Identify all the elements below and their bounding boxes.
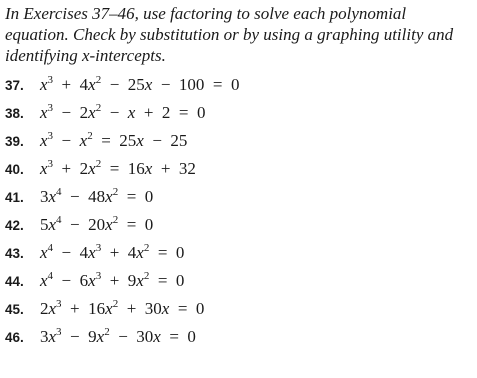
exercise-instructions: In Exercises 37–46, use factoring to solve each polynomial equation. Check by substitution or by using a graphing utility and identifying x-intercepts.	[5, 4, 454, 65]
exercise-equation: $x^3 - x^2 = 25x - 25$	[40, 130, 188, 150]
exercise-equation: $3x^4 - 48x^2 = 0$	[40, 186, 154, 206]
exercise-number: 43.	[5, 246, 24, 261]
exercise-equation: $x^3 + 2x^2 = 16x + 32$	[40, 158, 196, 178]
exercise-equation: $x^3 - 2x^2 - x + 2 = 0$	[40, 102, 206, 122]
exercise-equation: $5x^4 - 20x^2 = 0$	[40, 214, 154, 234]
exercise-number: 44.	[5, 274, 24, 289]
exercise-equation: $x^3 + 4x^2 - 25x - 100 = 0$	[40, 74, 240, 94]
exercise-number: 40.	[5, 162, 24, 177]
exercise-number: 38.	[5, 106, 24, 121]
exercise-number: 39.	[5, 134, 24, 149]
exercise-equation: $2x^3 + 16x^2 + 30x = 0$	[40, 298, 205, 318]
exercise-number: 46.	[5, 330, 24, 345]
exercise-number: 41.	[5, 190, 24, 205]
exercise-equation: $x^4 - 6x^3 + 9x^2 = 0$	[40, 270, 185, 290]
exercise-number: 37.	[5, 78, 24, 93]
exercise-number: 42.	[5, 218, 24, 233]
exercise-equation: $3x^3 - 9x^2 - 30x = 0$	[40, 326, 196, 346]
exercise-number: 45.	[5, 302, 24, 317]
exercise-equation: $x^4 - 4x^3 + 4x^2 = 0$	[40, 242, 185, 262]
